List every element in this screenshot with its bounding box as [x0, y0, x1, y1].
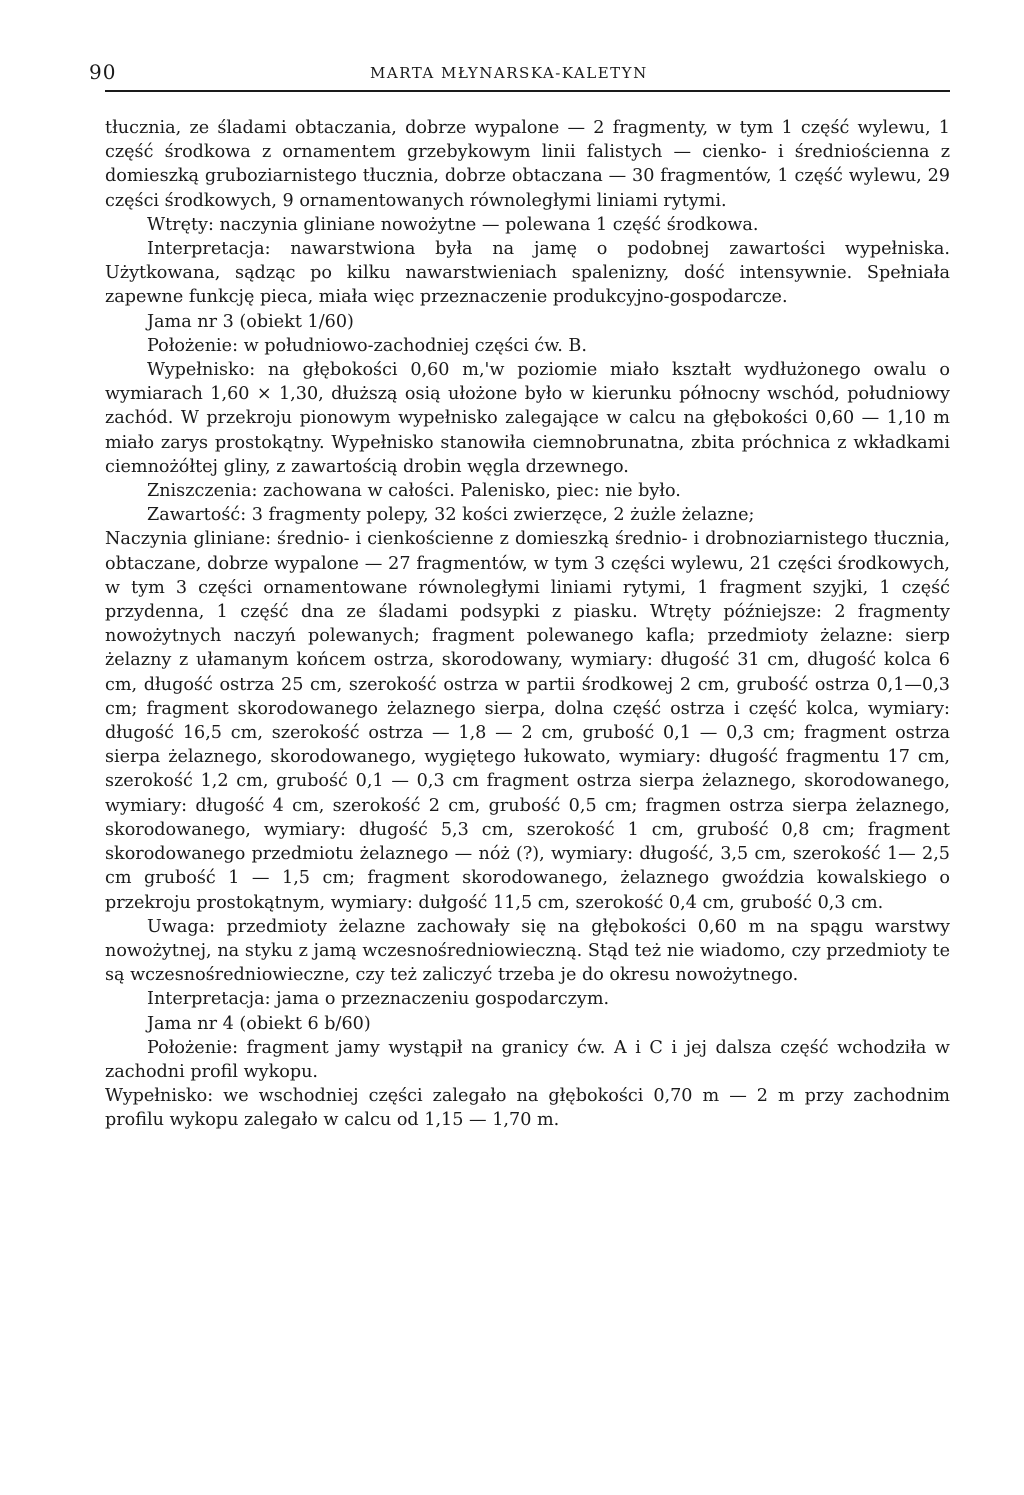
running-head: MARTA MŁYNARSKA-KALETYN [370, 64, 648, 82]
page-number: 90 [89, 60, 117, 84]
paragraph: Wtręty: naczynia gliniane nowożytne — polewana 1 część środkowa. [147, 214, 759, 235]
paragraph: tłucznia, ze śladami obtaczania, dobrze wypalone — 2 fragmenty, w tym 1 część wylewu, 1 część środkowa z ornamentem grzebykowym linii falistych — cienko- i średniościenna z domieszką gruboziarnistego tłucznia, dobrze obtaczana — 30 fragmentów, 1 część wylewu, 29 części środkowych, 9 ornamentowanych równoległymi liniami rytymi. [105, 118, 950, 211]
paragraph: Interpretacja: nawarstwiona była na jamę o podobnej zawartości wypełniska. Użytkowana, sądząc po kilku nawarstwieniach spalenizny, dość intensywnie. Spełniała zapewne funkcję pieca, miała więc przeznaczenie produkcyjno-gospodarcze. [105, 239, 950, 308]
paragraph: Położenie: w południowo-zachodniej części ćw. B. [147, 335, 587, 356]
paragraph: Jama nr 4 (obiekt 6 b/60) [147, 1013, 371, 1034]
paragraph: Naczynia gliniane: średnio- i cienkościenne z domieszką średnio- i drobnoziarnistego tłucznia, obtaczane, dobrze wypalone — 27 fragmentów, w tym 3 części wylewu, 21 części środkowych, w tym 3 części ornamentowane równoległymi liniami rytymi, 1 fragment szyjki, 1 część przydenna, 1 część dna ze śladami podsypki z piasku. Wtręty późniejsze: 2 fragmenty nowożytnych naczyń polewanych; fragment polewanego kafla; przedmioty żelazne: sierp żelazny z ułamanym końcem ostrza, skorodowany, wymiary: długość 31 cm, długość kolca 6 cm, długość ostrza 25 cm, szerokość ostrza w partii środkowej 2 cm, grubość ostrza 0,1—0,3 cm; fragment skorodowanego żelaznego sierpa, dolna część ostrza i część kolca, wymiary: długość 16,5 cm, szerokość ostrza — 1,8 — 2 cm, grubość 0,1 — 0,3 cm; fragment ostrza sierpa żelaznego, skorodowanego, wygiętego łukowato, wymiary: długość fragmentu 17 cm, szerokość 1,2 cm, grubość 0,1 — 0,3 cm fragment ostrza sierpa żelaznego, skorodowanego, wymiary: długość 4 cm, szerokość 2 cm, grubość 0,5 cm; fragmen ostrza sierpa żelaznego, skorodowanego, wymiary: długość 5,3 cm, szerokość 1 cm, grubość 0,8 cm; fragment skorodowanego przedmiotu żelaznego — nóż (?), wymiary: długość, 3,5 cm, szerokość 1— 2,5 cm grubość 1 — 1,5 cm; fragment skorodowanego, żelaznego gwoździa kowalskiego o przekroju prostokątnym, wymiary: dułgość 11,5 cm, szerokość 0,4 cm, grubość 0,3 cm. [105, 529, 950, 913]
paragraph: Interpretacja: jama o przeznaczeniu gospodarczym. [147, 989, 610, 1010]
paragraph: Wypełnisko: na głębokości 0,60 m,'w poziomie miało kształt wydłużonego owalu o wymiarach 1,60 × 1,30, dłuższą osią ułożone było w kierunku północny wschód, południowy zachód. W przekroju pionowym wypełnisko zalegające w calcu na głębokości 0,60 — 1,10 m miało zarys prostokątny. Wypełnisko stanowiła ciemnobrunatna, zbita próchnica z wkładkami ciemnożółtej gliny, z zawartością drobin węgla drzewnego. [105, 360, 950, 477]
page-header [89, 60, 950, 92]
paragraph: Uwaga: przedmioty żelazne zachowały się na głębokości 0,60 m na spągu warstwy nowożytnej, na styku z jamą wczesnośredniowieczną. Stąd też nie wiadomo, czy przedmioty te są wczesnośredniowieczne, czy też zaliczyć trzeba je do okresu nowożytnego. [105, 916, 950, 986]
paragraph: Jama nr 3 (obiekt 1/60) [147, 311, 354, 332]
paragraph: Wypełnisko: we wschodniej części zalegało na głębokości 0,70 m — 2 m przy zachodnim profilu wykopu zalegało w calcu od 1,15 — 1,70 m. [105, 1086, 950, 1131]
paragraph: Zniszczenia: zachowana w całości. Palenisko, piec: nie było. [147, 481, 681, 502]
paragraph: Zawartość: 3 fragmenty polepy, 32 kości zwierzęce, 2 żużle żelazne; [147, 505, 755, 526]
paragraph: Położenie: fragment jamy wystąpił na granicy ćw. A i C i jej dalsza część wchodziła w zachodni profil wykopu. [105, 1037, 950, 1082]
document-page [89, 60, 950, 1133]
body-text [105, 116, 950, 1133]
